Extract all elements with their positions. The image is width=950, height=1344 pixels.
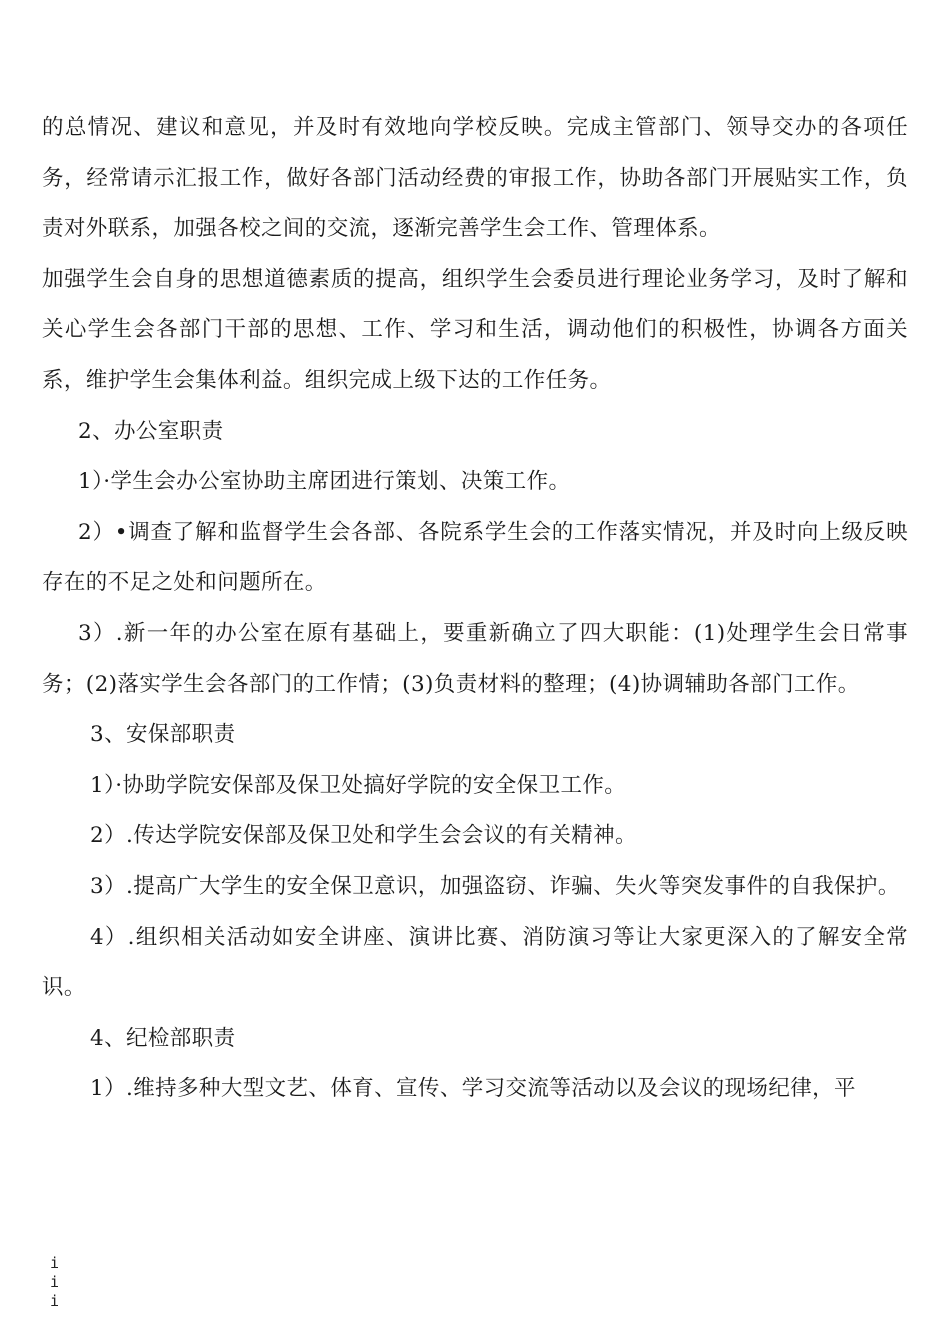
- footer-marks: [50, 1254, 62, 1311]
- paragraph-continuation: 的总情况、建议和意见，并及时有效地向学校反映。完成主管部门、领导交办的各项任务，经常请示汇报工作，做好各部门活动经费的审报工作，协助各部门开展贴实工作，负责对外联系，加强各校之间的交流，逐渐完善学生会工作、管理体系。: [42, 115, 908, 242]
- discipline-item-1: 1）.维持多种大型文艺、体育、宣传、学习交流等活动以及会议的现场纪律，平: [90, 1076, 856, 1102]
- section-heading-security: 3、安保部职责: [90, 722, 236, 748]
- section-heading-discipline: 4、纪检部职责: [90, 1025, 236, 1051]
- security-item-2: 2）.传达学院安保部及保卫处和学生会会议的有关精神。: [90, 823, 637, 849]
- footer-mark: i: [50, 1292, 60, 1310]
- office-item-3: 3）.新一年的办公室在原有基础上，要重新确立了四大职能：(1)处理学生会日常事务；(2)落实学生会各部门的工作情；(3)负责材料的整理；(4)协调辅助各部门工作。: [42, 620, 908, 697]
- section-heading-office: 2、办公室职责: [78, 418, 224, 444]
- footer-mark: i: [50, 1273, 60, 1291]
- security-item-1: 1）·协助学院安保部及保卫处搞好学院的安全保卫工作。: [90, 772, 627, 798]
- paragraph-student-union-duties: 加强学生会自身的思想道德素质的提高，组织学生会委员进行理论业务学习，及时了解和关心学生会各部门干部的思想、工作、学习和生活，调动他们的积极性，协调各方面关系，维护学生会集体利益。组织完成上级下达的工作任务。: [42, 266, 908, 393]
- security-item-4: 4）.组织相关活动如安全讲座、演讲比赛、消防演习等让大家更深入的了解安全常识。: [42, 924, 908, 1001]
- office-item-1: 1）·学生会办公室协助主席团进行策划、决策工作。: [78, 469, 571, 495]
- office-item-2: 2）•调查了解和监督学生会各部、各院系学生会的工作落实情况，并及时向上级反映存在的不足之处和问题所在。: [42, 519, 908, 596]
- document-body: [42, 103, 908, 1115]
- security-item-3: 3）.提高广大学生的安全保卫意识，加强盗窃、诈骗、失火等突发事件的自我保护。: [90, 873, 900, 899]
- footer-mark: i: [50, 1254, 60, 1272]
